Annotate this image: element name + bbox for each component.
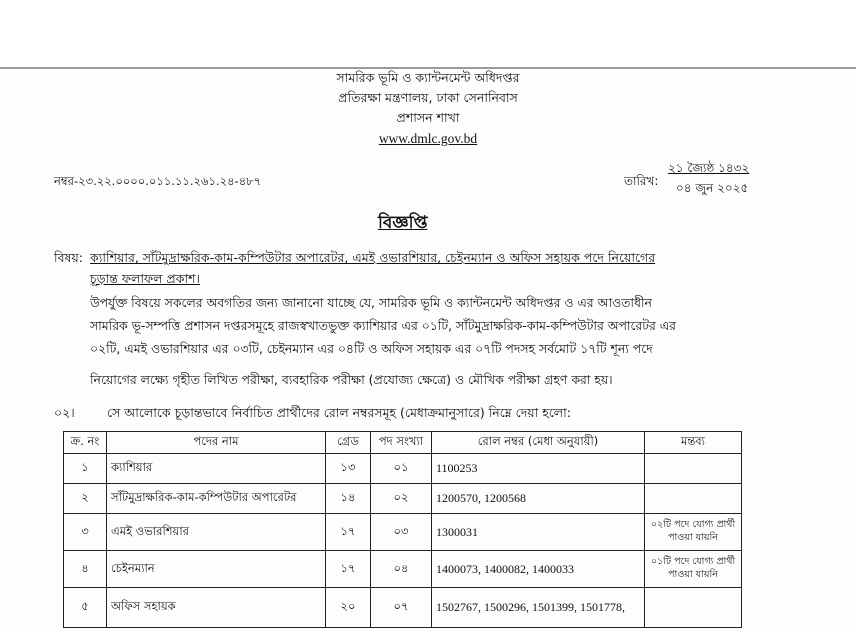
cell-serial: ২ xyxy=(64,484,107,514)
subject-line-1: ক্যাশিয়ার, সাঁটমুদ্রাক্ষরিক-কাম-কম্পিউটার অপারেটর, এমই ওভারশিয়ার, চেইনম্যান ও অফিস সহায়ক পদে নিয়োগের xyxy=(90,250,656,265)
cell-serial: ১ xyxy=(64,454,107,484)
section-number: ০২। xyxy=(54,405,75,420)
cell-remarks xyxy=(645,484,742,514)
table-row xyxy=(64,588,742,628)
cell-post-count: ০২ xyxy=(371,484,432,514)
header-post-count: পদ সংখ্যা xyxy=(371,432,432,454)
cell-remarks xyxy=(645,551,742,588)
cell-grade: ১৩ xyxy=(326,454,371,484)
cell-post-name: ক্যাশিয়ার xyxy=(107,454,326,484)
cell-roll-numbers: 1400073, 1400082, 1400033 xyxy=(432,551,645,588)
cell-remarks xyxy=(645,588,742,628)
website-link[interactable]: www.dmlc.gov.bd xyxy=(378,131,478,146)
date-label: তারিখ: xyxy=(624,174,659,188)
header-roll-numbers: রোল নম্বর (মেধা অনুযায়ী) xyxy=(432,432,645,454)
date-english: ০৪ জুন ২০২৫ xyxy=(676,181,749,195)
cell-grade: ১৭ xyxy=(326,514,371,551)
header-serial: ক্র. নং xyxy=(64,432,107,454)
cell-post-count: ০৪ xyxy=(371,551,432,588)
cell-post-name: চেইনম্যান xyxy=(107,551,326,588)
remark-line-2: পাওয়া যায়নি xyxy=(668,569,718,580)
cell-grade: ১৭ xyxy=(326,551,371,588)
section-text: সে আলোকে চূড়ান্তভাবে নির্বাচিত প্রার্থীদের রোল নম্বরসমূহ (মেধাক্রমানুসারে) নিম্নে দেয়া হলো: xyxy=(107,405,571,420)
subject-label: বিষয়: xyxy=(54,250,84,265)
body-line-1: উপর্যুক্ত বিষয়ে সকলের অবগতির জন্য জানানো যাচ্ছে যে, সামরিক ভূমি ও ক্যান্টনমেন্ট অধিদপ্তর ও এর আওতাধীন xyxy=(90,295,652,310)
org-name: সামরিক ভূমি ও ক্যান্টনমেন্ট অধিদপ্তর xyxy=(336,70,520,85)
cell-roll-numbers: 1100253 xyxy=(432,454,645,484)
cell-roll-numbers: 1300031 xyxy=(432,514,645,551)
cell-remarks xyxy=(645,454,742,484)
ministry-name: প্রতিরক্ষা মন্ত্রণালয়, ঢাকা সেনানিবাস xyxy=(338,90,518,105)
cell-remarks xyxy=(645,514,742,551)
cell-serial: ৪ xyxy=(64,551,107,588)
table-row xyxy=(64,484,742,514)
subject-line-2: চূড়ান্ত ফলাফল প্রকাশ। xyxy=(90,271,200,286)
cell-roll-numbers: 1502767, 1500296, 1501399, 1501778, xyxy=(432,588,645,628)
table-row xyxy=(64,514,742,551)
table-row xyxy=(64,454,742,484)
body-line-2: সামরিক ভূ-সম্পত্তি প্রশাসন দপ্তরসমূহে রাজস্বখাতভুক্ত ক্যাশিয়ার এর ০১টি, সাঁটমুদ্রাক্ষরিক-কাম-কম্পিউটার অপারেটর এর xyxy=(90,318,676,333)
notice-title: বিজ্ঞপ্তি xyxy=(378,213,428,233)
date-bangla: ২১ জ্যৈষ্ঠ ১৪৩২ xyxy=(668,161,750,175)
header-grade: গ্রেড xyxy=(326,432,371,454)
cell-serial: ৫ xyxy=(64,588,107,628)
results-table xyxy=(63,431,742,628)
cell-grade: ১৪ xyxy=(326,484,371,514)
cell-post-count: ০১ xyxy=(371,454,432,484)
cell-post-name: এমই ওভারশিয়ার xyxy=(107,514,326,551)
header-post-name: পদের নাম xyxy=(107,432,326,454)
memo-number: নম্বর-২৩.২২.০০০০.০১১.১১.২৬১.২৪-৪৮৭ xyxy=(54,174,262,188)
branch-name: প্রশাসন শাখা xyxy=(396,110,460,125)
cell-grade: ২০ xyxy=(326,588,371,628)
body-line-4: নিয়োগের লক্ষ্যে গৃহীত লিখিত পরীক্ষা, ব্যবহারিক পরীক্ষা (প্রযোজ্য ক্ষেত্রে) ও মৌখিক পরীক্ষা গ্রহণ করা হয়। xyxy=(90,372,613,387)
table-header-row xyxy=(64,432,742,454)
remark-line-1: ০১টি পদে যোগ্য প্রার্থী xyxy=(650,556,736,568)
cell-post-count: ০৩ xyxy=(371,514,432,551)
cell-roll-numbers: 1200570, 1200568 xyxy=(432,484,645,514)
remark-line-1: ০২টি পদে যোগ্য প্রার্থী xyxy=(650,519,736,531)
body-line-3: ০২টি, এমই ওভারশিয়ার এর ০৩টি, চেইনম্যান এর ০৪টি ও অফিস সহায়ক এর ০৭টি পদসহ সর্বমোট ১৭টি শূন্য পদে xyxy=(90,341,653,356)
table-row xyxy=(64,551,742,588)
viewer-top-band xyxy=(0,0,856,69)
remark-line-2: পাওয়া যায়নি xyxy=(668,532,718,543)
cell-post-count: ০৭ xyxy=(371,588,432,628)
cell-serial: ৩ xyxy=(64,514,107,551)
cell-post-name: সাঁটমুদ্রাক্ষরিক-কাম-কম্পিউটার অপারেটর xyxy=(107,484,326,514)
cell-post-name: অফিস সহায়ক xyxy=(107,588,326,628)
header-remarks: মন্তব্য xyxy=(645,432,742,454)
